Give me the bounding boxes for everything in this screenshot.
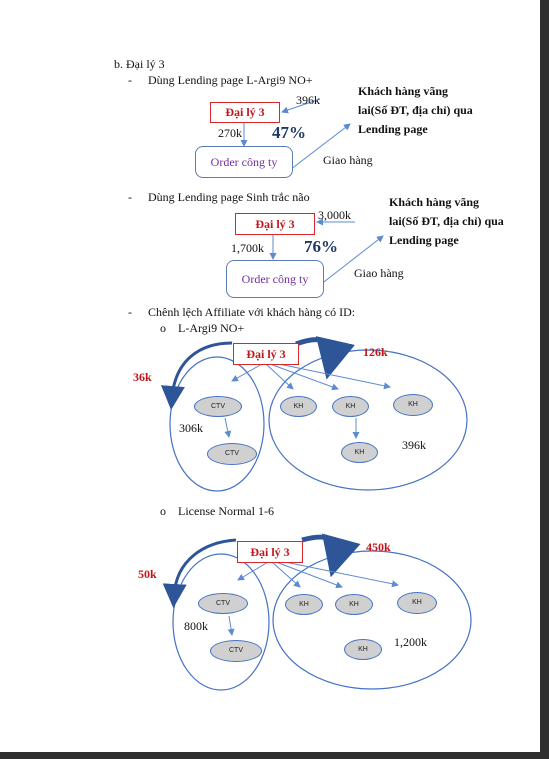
- diagram1-label: L-Argi9 NO+: [178, 321, 245, 335]
- diagram1-kh-node-2: KH: [332, 396, 369, 417]
- agent-box-2: Đại lý 3: [235, 213, 315, 235]
- section2-title: Dùng Lending page Sinh trắc não: [148, 190, 310, 204]
- diagram2-ctv-node-1: CTV: [198, 593, 248, 614]
- section-heading: b. Đại lý 3: [114, 57, 165, 71]
- diagram1-ctv-amount: 306k: [179, 421, 203, 435]
- diagram2-kh-node-3: KH: [397, 592, 437, 614]
- diagram2-right-amount: 450k: [366, 540, 391, 554]
- customer-label-1: Khách hàng vãng lai(Số ĐT, địa chỉ) qua Lending page: [358, 84, 473, 136]
- percent-2: 76%: [304, 237, 338, 256]
- curved-arrow-left-1: [172, 343, 232, 398]
- diagram1-agent-box: Đại lý 3: [233, 343, 299, 365]
- diagram2-kh-node-4: KH: [344, 639, 382, 660]
- order-box-1: Order công ty: [195, 146, 293, 178]
- sub-bullet-1: o: [160, 321, 166, 335]
- diagram1-kh-node-3: KH: [393, 394, 433, 416]
- arrow-ctv-1: [232, 364, 262, 381]
- bullet-3: -: [128, 305, 132, 319]
- section3-title: Chênh lệch Affiliate với khách hàng có ID:: [148, 305, 356, 319]
- curved-arrow-right-1: [296, 340, 332, 360]
- price-in-1: 396k: [296, 93, 320, 107]
- arrow-ctv-ctv-2: [229, 616, 232, 635]
- diagram1-kh-node-4: KH: [341, 442, 378, 463]
- customer-label-2: Khách hàng vãng lai(Số ĐT, địa chỉ) qua Lending page: [389, 195, 504, 247]
- diagram1-ctv-node-2: CTV: [207, 443, 257, 465]
- agent-box-1: Đại lý 3: [210, 102, 280, 123]
- diagram2-ctv-node-2: CTV: [210, 640, 262, 662]
- delivery-label-1: Giao hàng: [323, 153, 373, 167]
- arrow-ctv-2: [238, 562, 268, 580]
- percent-1: 47%: [272, 123, 306, 142]
- diagram2-kh-node-1: KH: [285, 594, 323, 615]
- window-edge-bottom: [0, 752, 549, 759]
- diagram2-kh-amount: 1,200k: [394, 635, 427, 649]
- window-edge-right: [540, 0, 549, 759]
- curved-arrow-right-2: [302, 537, 337, 558]
- section1-title: Dùng Lending page L-Argi9 NO+: [148, 73, 313, 87]
- price-out-1: 270k: [218, 126, 242, 140]
- diagram1-ctv-node-1: CTV: [194, 396, 242, 417]
- diagram1-kh-amount: 396k: [402, 438, 426, 452]
- diagram2-agent-box: Đại lý 3: [237, 541, 303, 563]
- delivery-label-2: Giao hàng: [354, 266, 404, 280]
- diagram2-ctv-amount: 800k: [184, 619, 208, 633]
- bullet-1: -: [128, 73, 132, 87]
- diagram2-label: License Normal 1-6: [178, 504, 274, 518]
- diagram2-kh-node-2: KH: [335, 594, 373, 615]
- order-box-2: Order công ty: [226, 260, 324, 298]
- diagram2-left-amount: 50k: [138, 567, 157, 581]
- diagram1-right-amount: 126k: [363, 345, 388, 359]
- price-in-2: 3,000k: [318, 208, 351, 222]
- arrow-ctv-ctv-1: [225, 418, 229, 437]
- curved-arrow-left-2: [174, 540, 236, 596]
- arrow-kh-2c: [280, 561, 398, 585]
- price-out-2: 1,700k: [231, 241, 264, 255]
- diagram1-left-amount: 36k: [133, 370, 152, 384]
- bullet-2: -: [128, 190, 132, 204]
- diagram1-kh-node-1: KH: [280, 396, 317, 417]
- sub-bullet-2: o: [160, 504, 166, 518]
- kh-group-ellipse-1: [269, 350, 467, 490]
